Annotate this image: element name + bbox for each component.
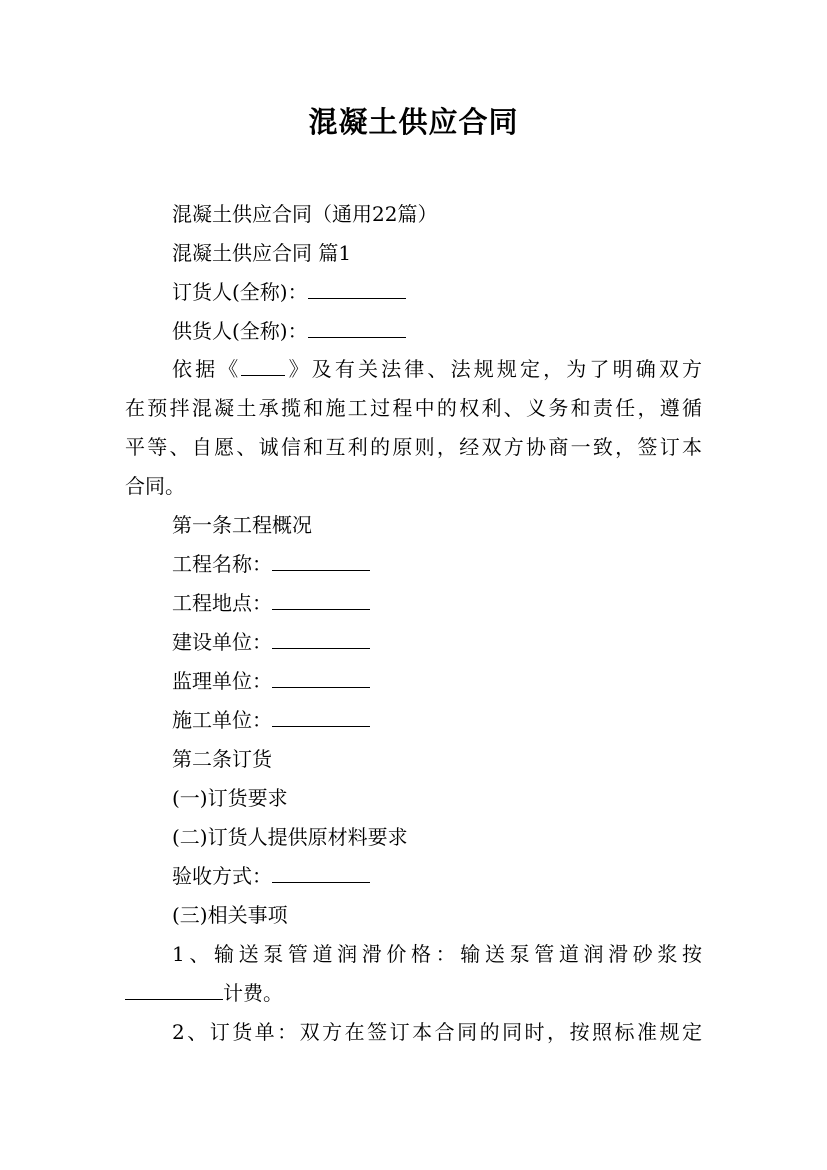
orderer-line	[172, 276, 406, 305]
supplier-line	[172, 315, 406, 344]
paragraph-line	[172, 353, 702, 382]
pricing-line	[125, 977, 283, 1006]
project-name-label: 工程名称：	[172, 552, 272, 576]
basis-prefix: 依据《	[172, 357, 242, 381]
acceptance-label: 验收方式：	[172, 864, 272, 888]
paragraph-line: 在预拌混凝土承揽和施工过程中的权利、义务和责任，遵循	[125, 396, 702, 420]
project-location-label: 工程地点：	[172, 591, 272, 615]
orderer-blank	[308, 278, 406, 299]
pricing-blank	[125, 979, 223, 1000]
acceptance-line	[172, 860, 370, 889]
project-location-blank	[272, 589, 370, 610]
supplier-blank	[308, 317, 406, 338]
paragraph-line: 2、订货单：双方在签订本合同的同时，按照标准规定	[172, 1020, 702, 1044]
document-title: 混凝土供应合同	[308, 105, 519, 139]
paragraph-line: 1、输送泵管道润滑价格：输送泵管道润滑砂浆按	[172, 942, 702, 966]
basis-suffix: 》及有关法律、法规规定，为了明确双方	[285, 357, 703, 381]
doc-subtitle-line: 混凝土供应合同（通用22篇）	[172, 202, 438, 226]
paragraph-line: 平等、自愿、诚信和互利的原则，经双方协商一致，签订本	[125, 435, 702, 459]
project-location-line	[172, 587, 370, 616]
subsection-heading: (一)订货要求	[172, 786, 288, 810]
paragraph-line: 合同。	[125, 474, 185, 498]
subsection-heading: (二)订货人提供原材料要求	[172, 825, 408, 849]
builder-label: 建设单位：	[172, 630, 272, 654]
orderer-label: 订货人(全称)：	[172, 280, 308, 304]
article-heading: 第二条订货	[172, 747, 272, 771]
supervisor-label: 监理单位：	[172, 669, 272, 693]
contractor-line	[172, 704, 370, 733]
law-name-blank	[241, 355, 285, 376]
builder-blank	[272, 628, 370, 649]
article-heading: 第一条工程概况	[172, 513, 312, 537]
project-name-blank	[272, 550, 370, 571]
section-heading-part1: 混凝土供应合同 篇1	[172, 241, 352, 265]
supplier-label: 供货人(全称)：	[172, 319, 308, 343]
acceptance-blank	[272, 862, 370, 883]
supervisor-line	[172, 665, 370, 694]
contractor-label: 施工单位：	[172, 708, 272, 732]
pricing-suffix: 计费。	[223, 981, 283, 1005]
supervisor-blank	[272, 667, 370, 688]
subsection-heading: (三)相关事项	[172, 903, 288, 927]
project-name-line	[172, 548, 370, 577]
builder-line	[172, 626, 370, 655]
contractor-blank	[272, 706, 370, 727]
